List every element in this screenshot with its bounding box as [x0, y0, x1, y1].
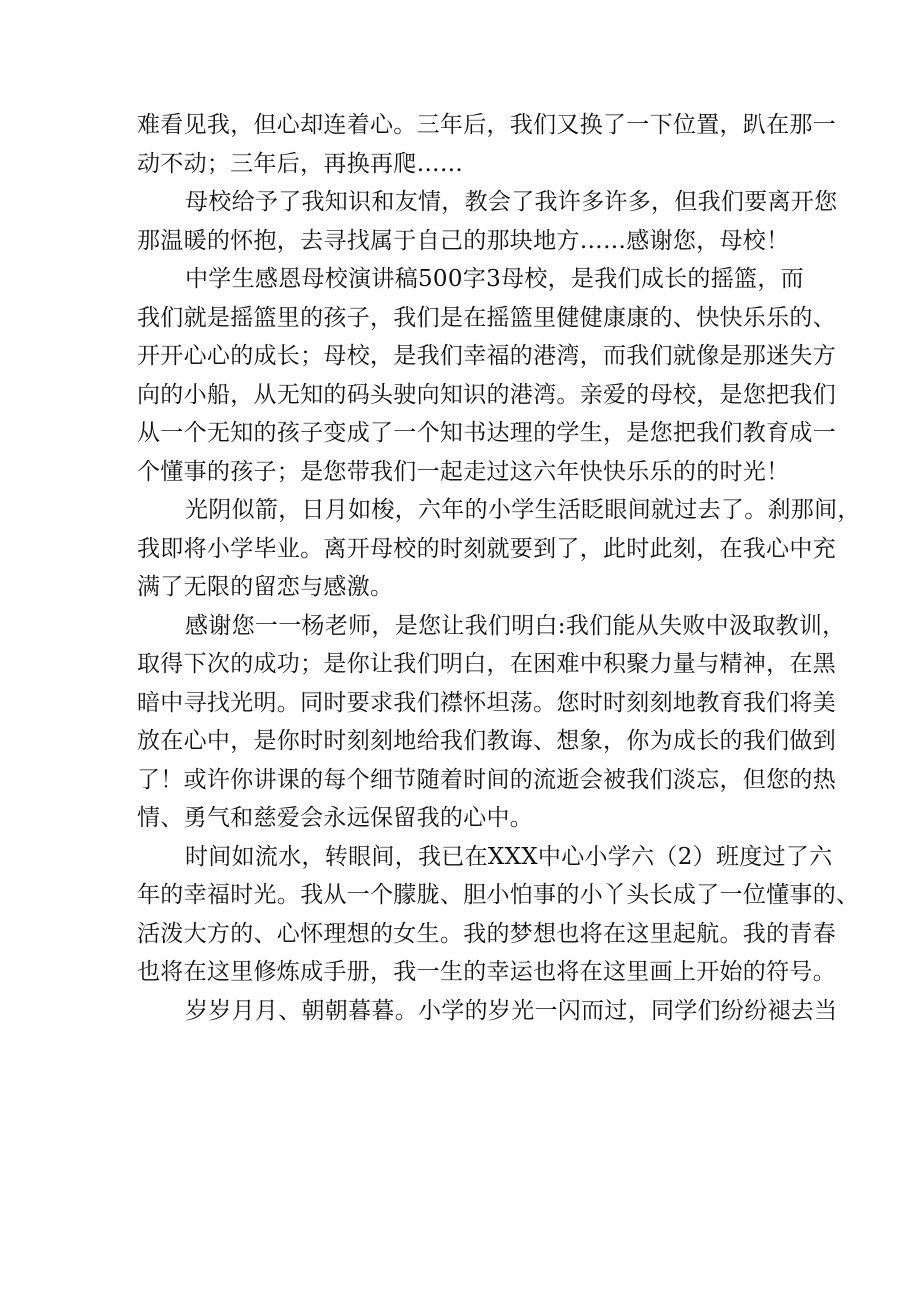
paragraph-start-line: 中学生感恩母校演讲稿500字3母校，是我们成长的摇篮，而 — [185, 266, 804, 292]
paragraph-start-line: 母校给予了我知识和友情，教会了我许多许多，但我们要离开您 — [185, 189, 838, 215]
paragraph-start-line: 感谢您一一杨老师，是您让我们明白:我们能从失败中汲取教训， — [185, 612, 846, 639]
text-line: 活泼大方的、心怀理想的女生。我的梦想也将在这里起航。我的青春 — [137, 920, 836, 947]
document-body — [137, 106, 861, 1030]
text-line: 也将在这里修炼成手册，我一生的幸运也将在这里画上开始的符号。 — [137, 959, 836, 985]
text-line: 动不动；三年后，再换再爬…… — [137, 150, 464, 177]
text-line: 年的幸福时光。我从一个朦胧、胆小怕事的小丫头长成了一位懂事的、 — [137, 882, 860, 908]
text-line: 个懂事的孩子；是您带我们一起走过这六年快快乐乐的的时光！ — [137, 458, 790, 485]
text-line: 我们就是摇篮里的孩子，我们是在摇篮里健健康康的、快快乐乐的、 — [137, 304, 836, 331]
text-line: 满了无限的留恋与感激。 — [137, 574, 394, 600]
text-line: 难看见我，但心却连着心。三年后，我们又换了一下位置，趴在那一 — [137, 112, 836, 138]
text-line: 暗中寻找光明。同时要求我们襟怀坦荡。您时时刻刻地教育我们将美 — [137, 689, 836, 716]
paragraph-start-line: 岁岁月月、朝朝暮暮。小学的岁光一闪而过，同学们纷纷褪去当 — [185, 997, 838, 1024]
text-line: 我即将小学毕业。离开母校的时刻就要到了，此时此刻，在我心中充 — [137, 535, 836, 562]
text-line: 了！或许你讲课的每个细节随着时间的流逝会被我们淡忘，但您的热 — [137, 766, 836, 793]
text-line: 放在心中，是你时时刻刻地给我们教诲、想象，你为成长的我们做到 — [137, 728, 836, 754]
text-line: 那温暖的怀抱，去寻找属于自己的那块地方……感谢您，母校！ — [137, 227, 790, 254]
paragraph-start-line: 时间如流水，转眼间，我已在XXX中心小学六（2）班度过了六 — [185, 843, 833, 870]
text-line: 从一个无知的孩子变成了一个知书达理的学生，是您把我们教育成一 — [137, 420, 836, 446]
text-line: 取得下次的成功；是你让我们明白，在困难中积聚力量与精神，在黑 — [137, 651, 836, 677]
text-line: 向的小船，从无知的码头驶向知识的港湾。亲爱的母校，是您把我们 — [137, 381, 836, 408]
paragraph-start-line: 光阴似箭，日月如梭，六年的小学生活眨眼间就过去了。刹那间， — [185, 497, 861, 523]
text-line: 开开心心的成长；母校，是我们幸福的港湾，而我们就像是那迷失方 — [137, 343, 836, 369]
text-line: 情、勇气和慈爱会永远保留我的心中。 — [137, 805, 534, 831]
